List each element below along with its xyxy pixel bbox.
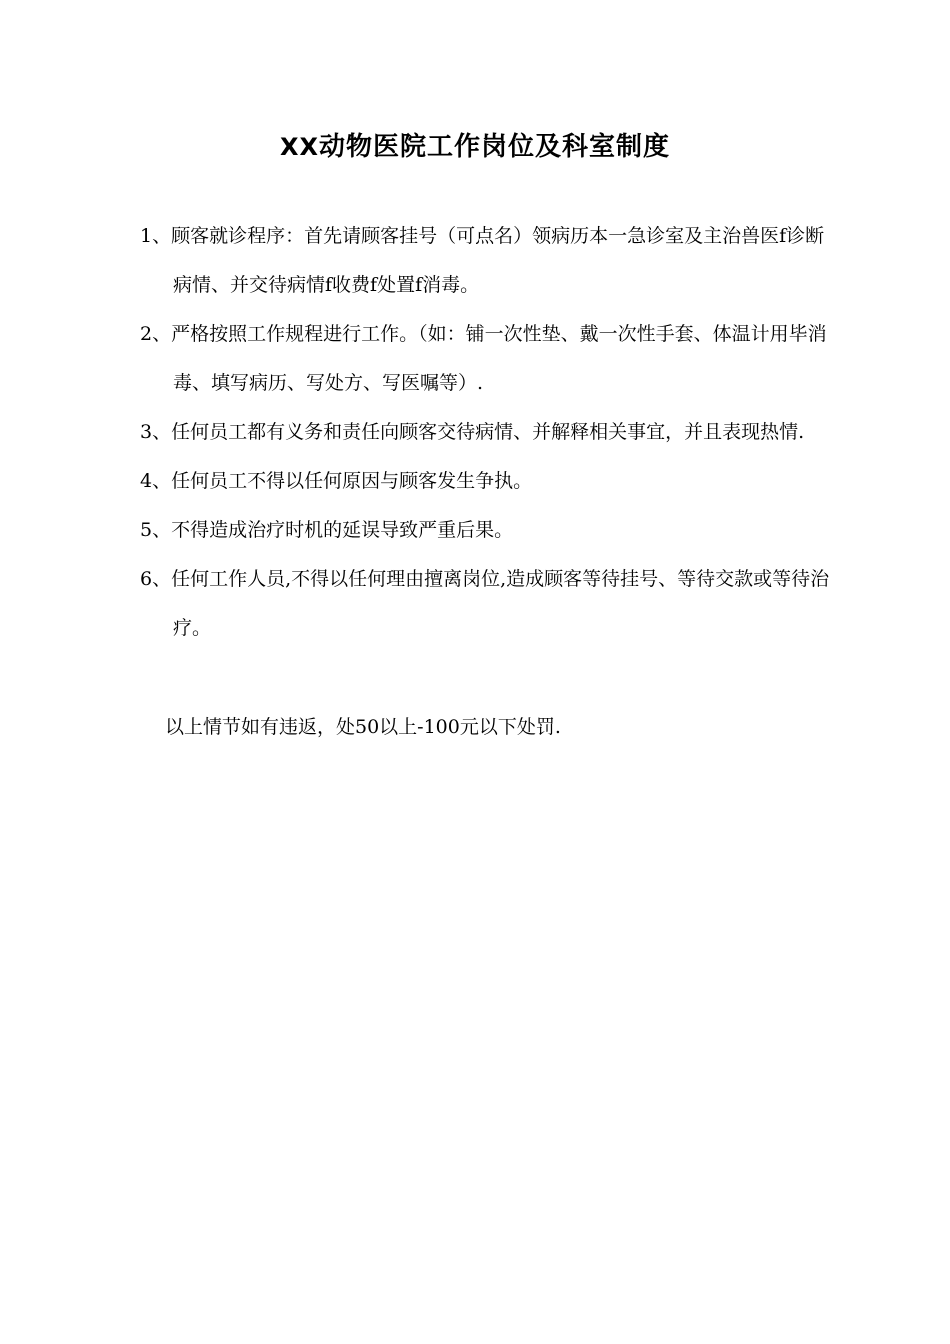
title-prefix: XX: [279, 133, 319, 162]
rule-item: 1、顾客就诊程序：首先请顾客挂号（可点名）领病历本一急诊室及主治兽医f诊断病情、并交待病情f收费f处置f消毒。: [140, 225, 825, 296]
rule-item: 6、任何工作人员,不得以任何理由擅离岗位,造成顾客等待挂号、等待交款或等待治疗。: [140, 568, 830, 639]
rule-item: 3、任何员工都有义务和责任向顾客交待病情、并解释相关事宜，并且表现热情.: [140, 421, 805, 443]
rule-item: 5、不得造成治疗时机的延误导致严重后果。: [140, 519, 514, 541]
rule-item: 4、任何员工不得以任何原因与顾客发生争执。: [140, 470, 533, 492]
penalty-note: 以上情节如有违返，处50以上-100元以下处罚.: [165, 716, 561, 738]
title-text: 动物医院工作岗位及科室制度: [319, 132, 671, 163]
rule-item: 2、严格按照工作规程进行工作。（如：铺一次性垫、戴一次性手套、体温计用毕消毒、填写病历、写处方、写医嘱等）.: [140, 323, 827, 394]
page-title: [0, 127, 950, 167]
rules-list: [140, 212, 830, 653]
